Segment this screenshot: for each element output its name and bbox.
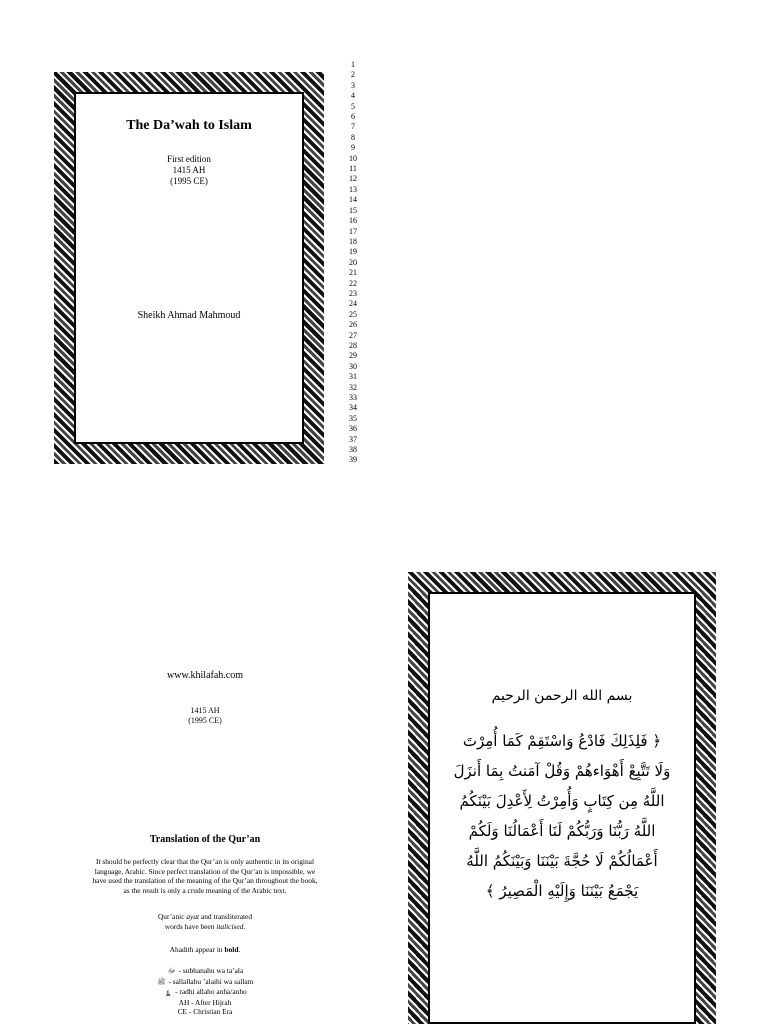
translation-line: language, Arabic. Since perfect translation of the Qur’an is impossible, we xyxy=(94,866,316,876)
line-number: 27 xyxy=(349,330,357,340)
quran-verse xyxy=(428,726,696,906)
line-number: 30 xyxy=(349,361,357,371)
line-number: 29 xyxy=(349,351,357,361)
honorific-symbol-icon: ؏ xyxy=(166,988,171,997)
verse-line: أَعْمَالُكُمْ لَا حُجَّةَ بَيْنَنَا وَبَيْنَكُمُ اللَّهُ xyxy=(466,852,658,870)
line-number: 22 xyxy=(349,278,357,288)
verse-line: اللَّهُ مِن كِتَابٍ وَأُمِرْتُ لِأَعْدِلَ بَيْنَكُمُ xyxy=(459,792,665,810)
translation-paragraph xyxy=(40,857,370,895)
glossary-text: - subhanahu wa ta’ala xyxy=(176,966,244,975)
edition-line: First edition xyxy=(167,154,211,164)
honorific-symbol-icon: ﷻ xyxy=(167,967,176,975)
basmala: بسم الله الرحمن الرحيم xyxy=(491,688,633,704)
ayat-note xyxy=(40,912,370,931)
line-number: 17 xyxy=(349,226,357,236)
book-title: The Da’wah to Islam xyxy=(126,118,252,133)
line-number: 18 xyxy=(349,236,357,246)
line-number: 2 xyxy=(351,70,355,80)
glossary-list xyxy=(40,966,370,1017)
line-numbers xyxy=(340,60,366,466)
ayat-note-line2-italic: italicised xyxy=(216,921,244,931)
line-number: 33 xyxy=(349,393,357,402)
website-link[interactable]: www.khilafah.com xyxy=(167,670,243,681)
line-number: 28 xyxy=(349,340,357,350)
line-number: 39 xyxy=(349,455,357,465)
colophon-date-ce: (1995 CE) xyxy=(188,716,222,725)
line-number: 12 xyxy=(349,174,357,184)
line-number: 1 xyxy=(351,60,355,69)
honorific-symbol-icon: ﷺ xyxy=(157,977,166,986)
line-number: 31 xyxy=(349,372,357,382)
line-number: 5 xyxy=(351,101,355,111)
glossary-item xyxy=(40,1007,370,1017)
line-number: 32 xyxy=(349,382,357,392)
verse-line: ﴿ فَلِذَلِكَ فَادْعُ وَاسْتَقِمْ كَمَا أُمِرْتَ xyxy=(462,732,662,750)
line-number: 10 xyxy=(349,153,357,163)
glossary-item xyxy=(40,977,370,988)
glossary-item xyxy=(40,998,370,1008)
line-number: 21 xyxy=(349,268,357,278)
ayat-note-line2-prefix: words have been xyxy=(164,921,217,931)
translation-line: It should be perfectly clear that the Qur’an is only authentic in its original xyxy=(95,857,315,866)
line-number: 11 xyxy=(349,164,357,174)
line-number: 3 xyxy=(351,80,355,90)
edition-info xyxy=(54,154,324,187)
colophon-date xyxy=(60,706,350,726)
colophon-date-ah: 1415 AH xyxy=(190,706,220,715)
line-number: 16 xyxy=(349,216,357,226)
ahadith-note-prefix: Ahadith appear in xyxy=(169,945,225,954)
line-number: 25 xyxy=(349,309,357,319)
glossary-text: AH - After Hijrah xyxy=(178,997,232,1007)
glossary-item xyxy=(40,966,370,977)
line-number: 9 xyxy=(351,143,355,153)
ayat-note-prefix: Qur’anic xyxy=(157,912,187,921)
line-number: 36 xyxy=(349,424,357,434)
line-number: 19 xyxy=(349,247,357,257)
edition-year-ce: (1995 CE) xyxy=(170,176,208,186)
ayat-note-italic: ayat xyxy=(186,912,200,921)
line-number: 35 xyxy=(349,413,357,423)
ayat-note-line2-suffix: . xyxy=(243,921,246,931)
line-number: 13 xyxy=(349,184,357,194)
line-number: 34 xyxy=(349,403,357,413)
line-number: 4 xyxy=(351,91,355,101)
glossary-text: - sallallahu ’alaihi wa sallam xyxy=(166,976,254,986)
translation-heading: Translation of the Qur’an xyxy=(149,834,261,845)
line-number: 23 xyxy=(349,288,357,298)
ayat-note-suffix: and transliterated xyxy=(199,912,253,921)
translation-line: as the result is only a crude meaning of the Arabic text. xyxy=(123,885,287,895)
line-number: 37 xyxy=(349,434,357,444)
line-number: 15 xyxy=(349,205,357,215)
cover-inner-border xyxy=(74,92,304,444)
verse-line: اللَّهُ رَبُّنَا وَرَبُّكُمْ لَنَا أَعْمَالُنَا وَلَكُمْ xyxy=(468,822,656,840)
ahadith-note xyxy=(40,945,370,955)
line-number: 20 xyxy=(349,257,357,267)
line-number: 38 xyxy=(349,445,357,455)
line-number: 24 xyxy=(349,299,357,309)
line-number: 26 xyxy=(349,320,357,330)
line-number: 14 xyxy=(349,195,357,205)
author-name: Sheikh Ahmad Mahmoud xyxy=(137,310,241,321)
glossary-text: CE - Christian Era xyxy=(177,1007,233,1017)
line-number: 8 xyxy=(351,132,355,142)
translation-line: have used the translation of the meaning of the Qur’an throughout the book, xyxy=(92,876,318,886)
line-number: 6 xyxy=(351,112,355,122)
ahadith-note-suffix: . xyxy=(238,945,241,954)
verse-line: وَلَا تَتَّبِعْ أَهْوَاءهُمْ وَقُلْ آمَنتُ بِمَا أَنزَلَ xyxy=(453,762,671,780)
line-number: 7 xyxy=(351,122,355,132)
verse-line: يَجْمَعُ بَيْنَنَا وَإِلَيْهِ الْمَصِيرُ ﴾ xyxy=(485,882,639,900)
glossary-item xyxy=(40,987,370,998)
ahadith-note-bold: bold xyxy=(224,945,239,954)
edition-year-ah: 1415 AH xyxy=(172,165,206,175)
glossary-text: - radhi allaho anha/anho xyxy=(173,987,247,997)
